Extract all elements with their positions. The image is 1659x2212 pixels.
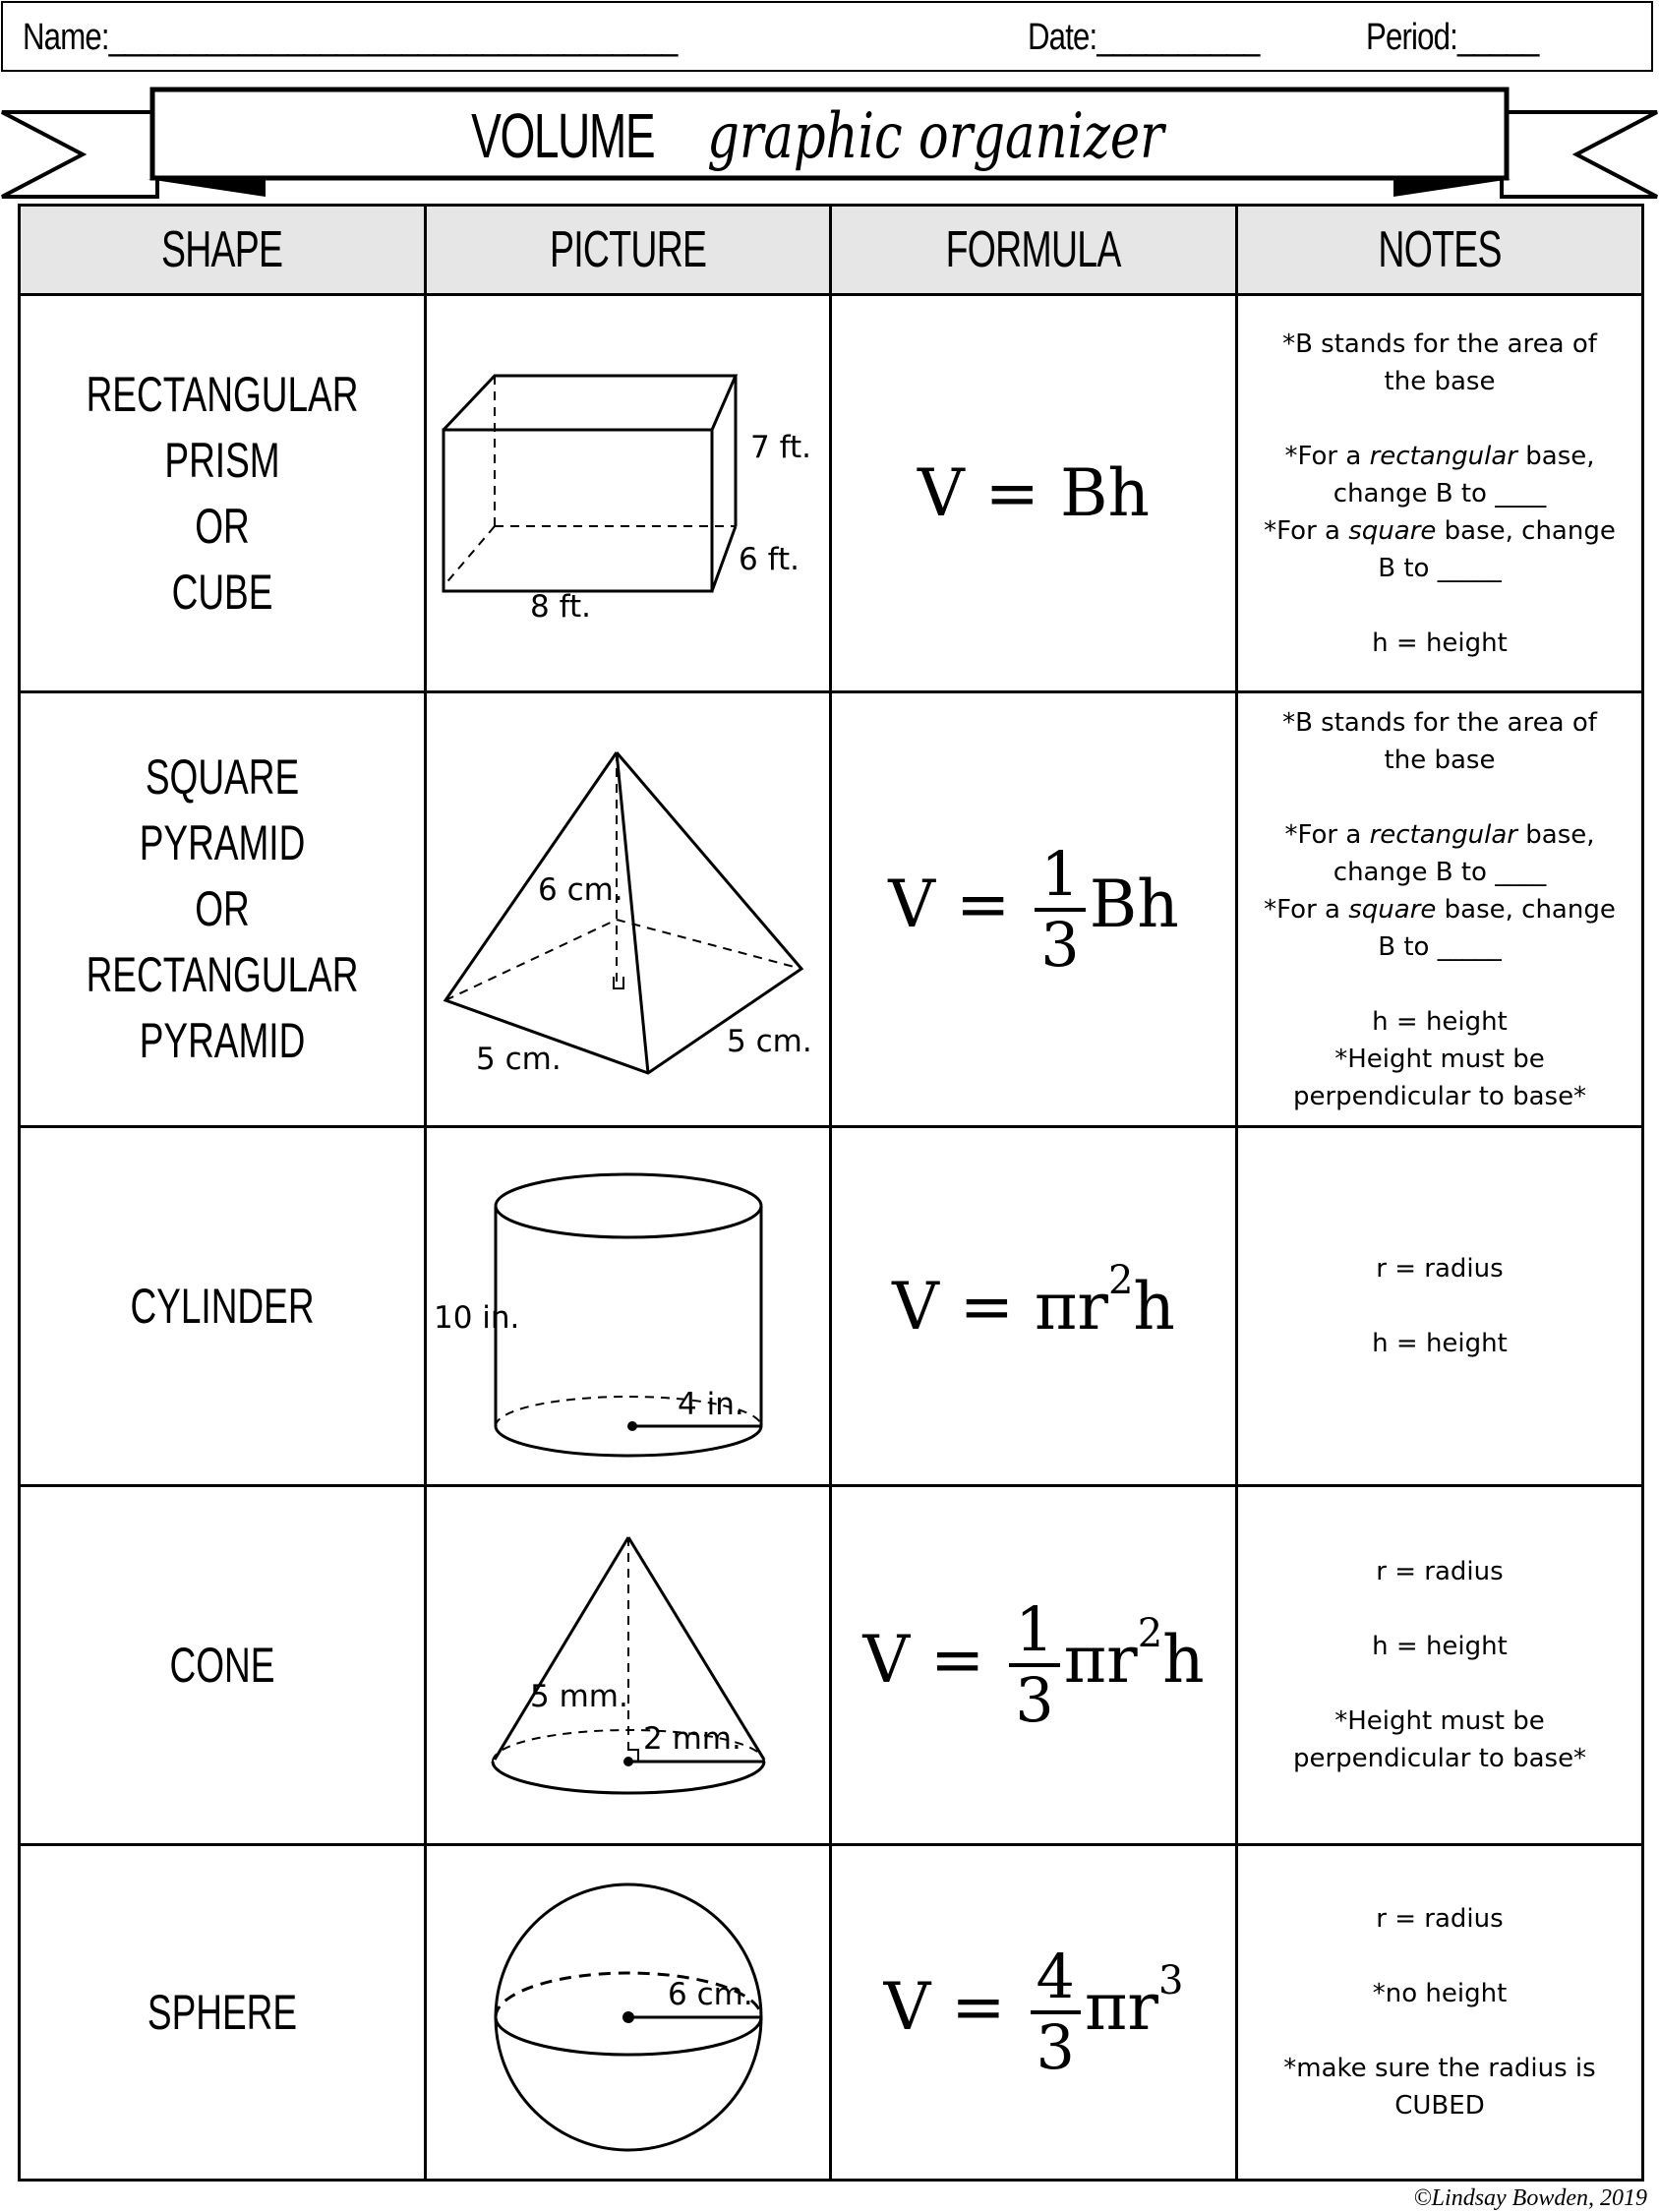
shape-name: CONE: [20, 1486, 426, 1845]
notes-cell: r = radius h = height: [1237, 1127, 1643, 1486]
table-row: [20, 1486, 1643, 1845]
column-header-shape: SHAPE: [20, 206, 426, 295]
picture-cell: [426, 295, 831, 692]
table-row: [20, 692, 1643, 1127]
radius-label: 6 cm.: [667, 1977, 753, 2012]
shape-name: SPHERE: [20, 1845, 426, 2181]
date-field[interactable]: Date:__________: [1028, 17, 1260, 58]
column-header-picture: PICTURE: [426, 206, 831, 295]
fraction: $\frac{1}{3}$: [1009, 1596, 1059, 1734]
depth-label: 6 ft.: [738, 541, 800, 577]
column-header-formula: FORMULA: [831, 206, 1237, 295]
base-width-label: 5 cm.: [726, 1023, 812, 1059]
table-header-row: [20, 206, 1643, 295]
notes-cell: r = radius *no height *make sure the radius is CUBED: [1237, 1845, 1643, 2181]
pyramid-diagram: [432, 723, 825, 1097]
notes-cell: r = radius h = height *Height must be perpendicular to base*: [1237, 1486, 1643, 1845]
formula-cell: V = $\frac{1}{3}$ $\pi r^2h$: [831, 1486, 1237, 1845]
shape-name: RECTANGULAR PRISM OR CUBE: [20, 295, 426, 692]
radius-label: 2 mm.: [642, 1721, 741, 1757]
shape-name: CYLINDER: [20, 1127, 426, 1486]
notes-cell: *B stands for the area of the base *For a rectangular base, change B to ____ *For a square base, change B to _____ h = height *Height must be perpendicular to base*: [1237, 692, 1643, 1127]
height-label: 10 in.: [433, 1300, 519, 1336]
picture-cell: [426, 692, 831, 1127]
shape-name: SQUARE PYRAMID OR RECTANGULAR PYRAMID: [20, 692, 426, 1127]
period-field[interactable]: Period:_____: [1366, 17, 1539, 58]
column-header-notes: NOTES: [1237, 206, 1643, 295]
name-field[interactable]: Name:___________________________________: [23, 17, 678, 58]
title-banner: [0, 85, 1659, 203]
notes-cell: *B stands for the area of the base *For a rectangular base, change B to ____ *For a square base, change B to _____ h = height: [1237, 295, 1643, 692]
student-info-bar: [1, 1, 1653, 72]
formula-cell: V = $\frac{1}{3}$ Bh: [831, 692, 1237, 1127]
picture-cell: [426, 1127, 831, 1486]
fraction: $\frac{1}{3}$: [1035, 841, 1085, 979]
fraction: $\frac{4}{3}$: [1031, 1943, 1081, 2081]
copyright-credit: ©Lindsay Bowden, 2019: [1413, 2185, 1647, 2211]
formula-cell: V = Bh: [831, 295, 1237, 692]
picture-cell: [426, 1486, 831, 1845]
table-row: [20, 1845, 1643, 2181]
height-label: 5 mm.: [529, 1679, 628, 1714]
cone-diagram: [432, 1508, 825, 1823]
sphere-diagram: [432, 1860, 825, 2165]
rectangular-prism-diagram: [432, 331, 825, 656]
picture-cell: [426, 1845, 831, 2181]
height-label: 6 cm.: [537, 871, 623, 908]
width-label: 8 ft.: [529, 588, 591, 625]
page-title: VOLUME graphic organizer: [471, 100, 1165, 173]
formula-cell: $V = \pi r^2h$: [831, 1127, 1237, 1486]
formula-cell: V = $\frac{4}{3}$ $\pi r^3$: [831, 1845, 1237, 2181]
volume-table: [18, 204, 1644, 2182]
base-length-label: 5 cm.: [475, 1041, 562, 1077]
height-label: 7 ft.: [749, 429, 811, 465]
table-row: [20, 295, 1643, 692]
table-row: [20, 1127, 1643, 1486]
cylinder-diagram: [432, 1149, 825, 1464]
radius-label: 4 in.: [677, 1387, 744, 1422]
